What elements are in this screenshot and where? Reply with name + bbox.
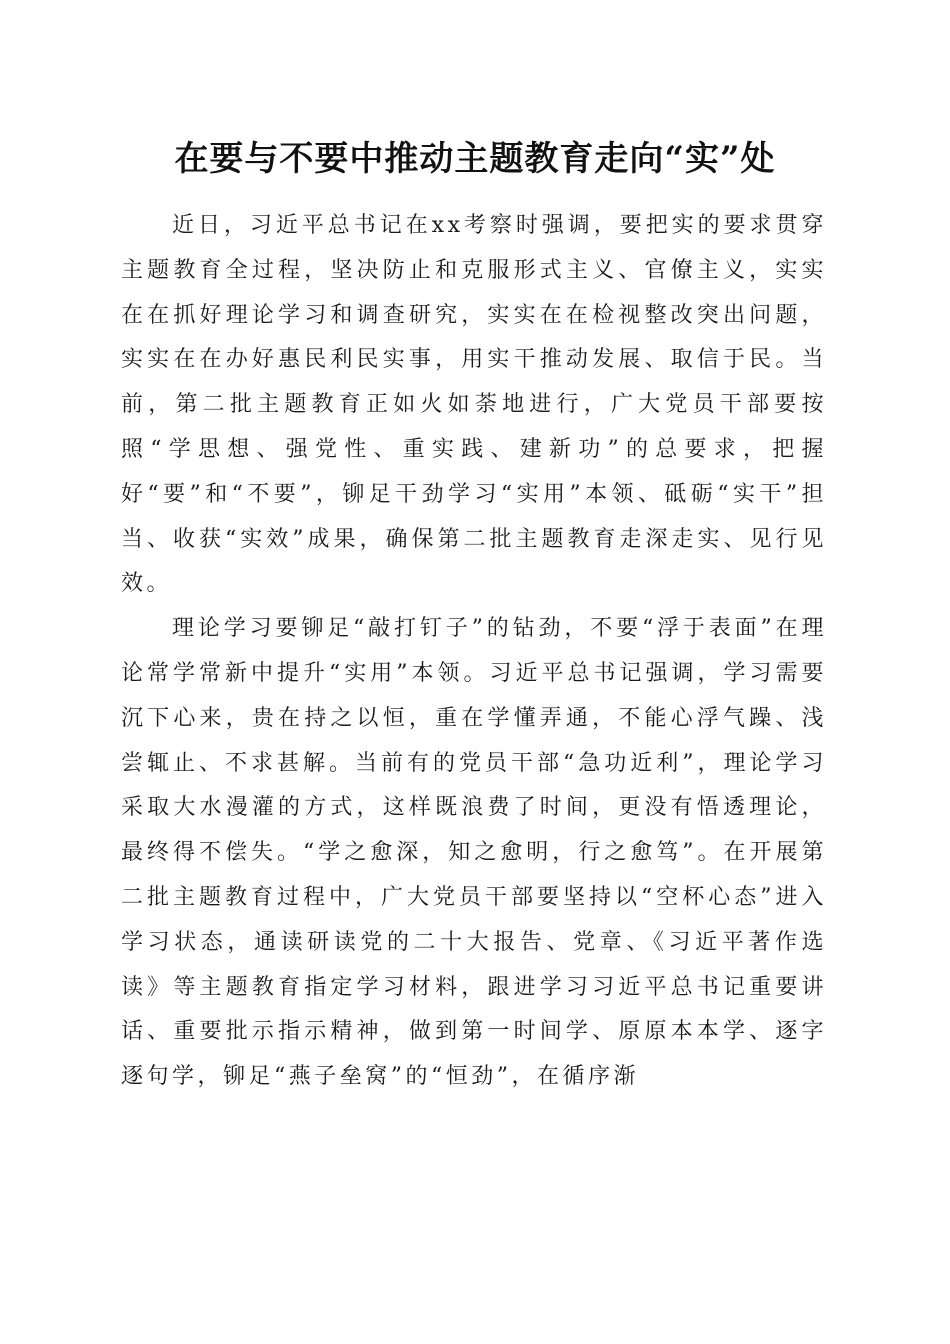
document-title: 在要与不要中推动主题教育走向“实”处 [174,139,776,179]
paragraph-theory-study: 理论学习要铆足“敲打钉子”的钻劲，不要“浮于表面”在理论常学常新中提升“实用”本领。习近平总书记强调，学习需要沉下心来，贵在持之以恒，重在学懂弄通，不能心浮气躁、浅尝辄止、不求甚解。当前有的党员干部“急功近利”，理论学习采取大水漫灌的方式，这样既浪费了时间，更没有悟透理论，最终得不偿失。“学之愈深，知之愈明，行之愈笃”。在开展第二批主题教育过程中，广大党员干部要坚持以“空杯心态”进入学习状态，通读研读党的二十大报告、党章、《习近平著作选读》等主题教育指定学习材料，跟进学习习近平总书记重要讲话、重要批示指示精神，做到第一时间学、原原本本学、逐字逐句学，铆足“燕子垒窝”的“恒劲”，在循序渐 [121,616,827,1090]
paragraph-intro: 近日，习近平总书记在xx考察时强调，要把实的要求贯穿主题教育全过程，坚决防止和克服形式主义、官僚主义，实实在在抓好理论学习和调查研究，实实在在检视整改突出问题，实实在在办好惠民利民实事，用实干推动发展、取信于民。当前，第二批主题教育正如火如荼地进行，广大党员干部要按照“学思想、强党性、重实践、建新功”的总要求，把握好“要”和“不要”，铆足干劲学习“实用”本领、砥砺“实干”担当、收获“实效”成果，确保第二批主题教育走深走实、见行见效。 [121,213,827,597]
document-body [121,204,827,1100]
